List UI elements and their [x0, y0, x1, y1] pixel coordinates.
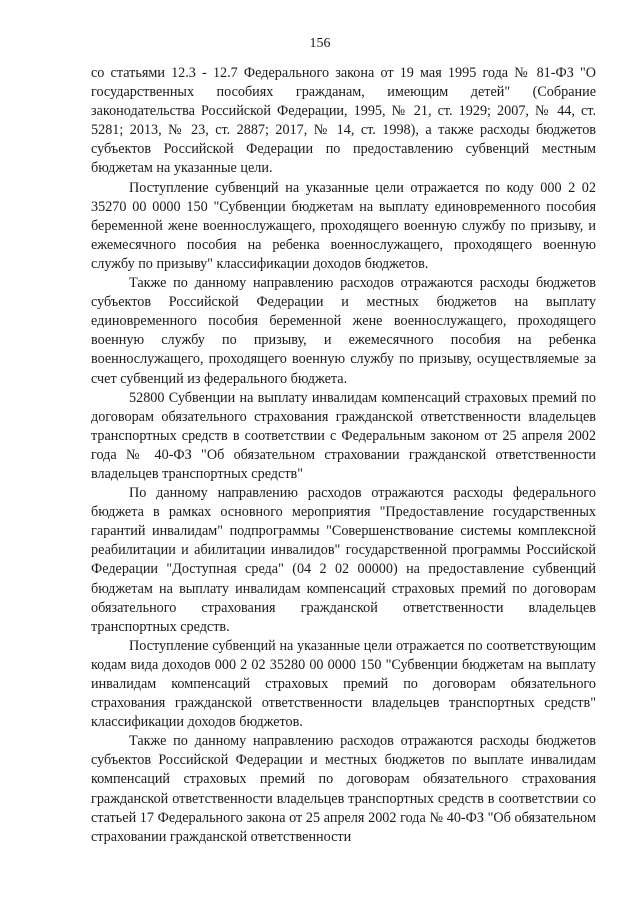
paragraph-section-heading: 52800 Субвенции на выплату инвалидам компенсаций страховых премий по договорам обязательного страхования гражданской ответственности владельцев транспортных средств в соответствии с Федеральным законом от 25 апреля 2002 года № 40-ФЗ "Об обязательном страховании гражданской ответственности владельцев транспортных средств" [91, 389, 596, 482]
paragraph: По данному направлению расходов отражаются расходы федерального бюджета в рамках основного мероприятия "Предоставление государственных гарантий инвалидам" подпрограммы "Совершенствование системы комплексной реабилитации и абилитации инвалидов" государственной программы Российской Федерации "Доступная среда" (04 2 02 00000) на предоставление субвенций бюджетам на выплату инвалидам компенсаций страховых премий по договорам обязательного страхования гражданской ответственности владельцев транспортных средств. [91, 485, 596, 635]
paragraph-continuation: со статьями 12.3 - 12.7 Федерального закона от 19 мая 1995 года № 81-ФЗ "О государственных пособиях гражданам, имеющим детей" (Собрание законодательства Российской Федерации, 1995, № 21, ст. 1929; 2007, № 44, ст. 5281; 2013, № 23, ст. 2887; 2017, № 14, ст. 1998), а также расходы бюджетов субъектов Российской Федерации по предоставлению субвенций местным бюджетам на указанные цели. [91, 65, 596, 177]
paragraph: Также по данному направлению расходов отражаются расходы бюджетов субъектов Российской Федерации и местных бюджетов на выплату единовременного пособия беременной жене военнослужащего, проходящего военную службу по призыву, и ежемесячного пособия на ребенка военнослужащего, проходящего военную службу по призыву, осуществляемые за счет субвенций из федерального бюджета. [91, 275, 596, 387]
document-body [91, 64, 596, 847]
paragraph: Также по данному направлению расходов отражаются расходы бюджетов субъектов Российской Федерации и местных бюджетов по выплате инвалидам компенсаций страховых премий по договорам обязательного страхования гражданской ответственности владельцев транспортных средств в соответствии со статьей 17 Федерального закона от 25 апреля 2002 года № 40-ФЗ "Об обязательном страховании гражданской ответственности [91, 733, 596, 845]
page-number: 156 [309, 36, 331, 51]
paragraph: Поступление субвенций на указанные цели отражается по соответствующим кодам вида доходов 000 2 02 35280 00 0000 150 "Субвенции бюджетам на выплату инвалидам компенсаций страховых премий по договорам обязательного страхования гражданской ответственности владельцев транспортных средств" классификации доходов бюджетов. [91, 637, 596, 731]
paragraph: Поступление субвенций на указанные цели отражается по коду 000 2 02 35270 00 0000 150 "Субвенции бюджетам на выплату единовременного пособия беременной жене военнослужащего, проходящего военную службу по призыву, и ежемесячного пособия на ребенка военнослужащего, проходящего военную службу по призыву" классификации доходов бюджетов. [91, 179, 596, 272]
